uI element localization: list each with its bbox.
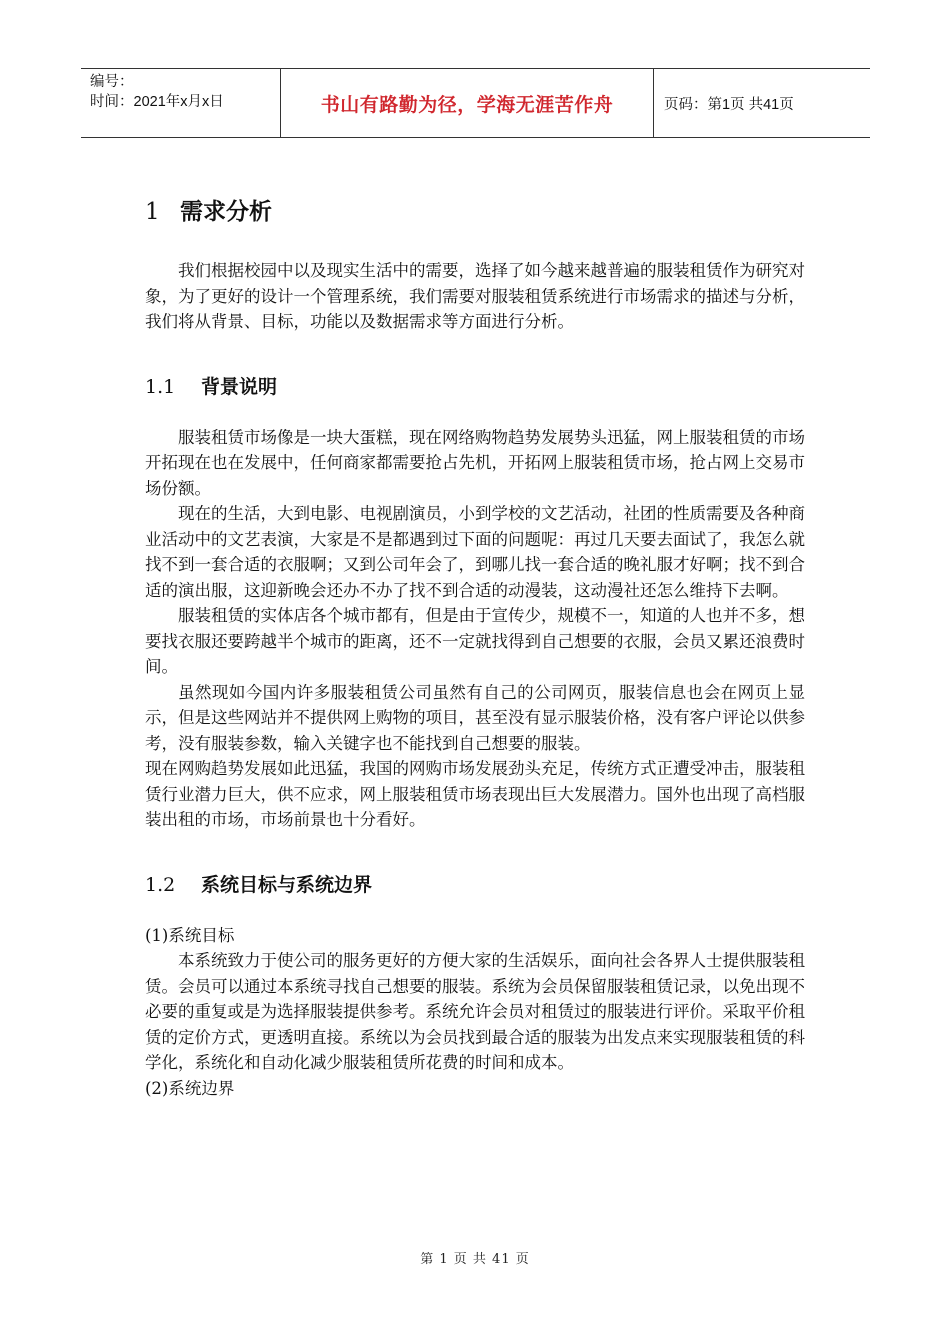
time-label: 时间：2021年x月x日 xyxy=(90,94,224,110)
header-motto: 书山有路勤为径，学海无涯苦作舟 xyxy=(281,69,654,137)
background-paragraph-2: 现在的生活，大到电影、电视剧演员，小到学校的文艺活动，社团的性质需要及各种商业活动中的文艺表演，大家是不是都遇到过下面的问题呢：再过几天要去面试了，我怎么就找不到一套合适的衣服啊；又到公司年会了，到哪儿找一套合适的晚礼服才好啊；找不到合适的演出服，这迎新晚会还办不办了找不到合适的动漫装，这动漫社还怎么维持下去啊。 xyxy=(145,504,805,600)
subsection-heading-goals xyxy=(145,867,805,903)
page-footer: 第 1 页 共 41 页 xyxy=(420,1252,530,1267)
background-paragraph-4: 虽然现如今国内许多服装租赁公司虽然有自己的公司网页，服装信息也会在网页上显示，但是这些网站并不提供网上购物的项目，甚至没有显示服装价格，没有客户评论以供参考，没有服装参数，输入关键字也不能找到自己想要的服装。 xyxy=(145,682,805,753)
background-paragraph-5: 现在网购趋势发展如此迅猛，我国的网购市场发展劲头充足，传统方式正遭受冲击，服装租赁行业潜力巨大，供不应求，网上服装租赁市场表现出巨大发展潜力。国外也出现了高档服装出租的市场，市场前景也十分看好。 xyxy=(145,759,805,829)
section-heading xyxy=(145,190,805,234)
number-label: 编号： xyxy=(90,74,134,90)
goals-label: (1)系统目标 xyxy=(145,925,235,945)
subsection-title: 背景说明 xyxy=(201,375,278,398)
section-title: 需求分析 xyxy=(180,199,272,225)
intro-paragraph: 我们根据校园中以及现实生活中的需要，选择了如今越来越普遍的服装租赁作为研究对象，为了更好的设计一个管理系统，我们需要对服装租赁系统进行市场需求的描述与分析，我们将从背景、目标，功能以及数据需求等方面进行分析。 xyxy=(145,261,805,331)
subsection-number: 1.1 xyxy=(145,375,176,398)
document-body xyxy=(145,190,805,1101)
subsection-number: 1.2 xyxy=(145,873,176,896)
background-paragraph-1: 服装租赁市场像是一块大蛋糕，现在网络购物趋势发展势头迅猛，网上服装租赁的市场开拓现在也在发展中，任何商家都需要抢占先机，开拓网上服装租赁市场，抢占网上交易市场份额。 xyxy=(145,427,805,498)
header-page-code: 页码：第1页 共41页 xyxy=(664,96,794,113)
subsection-heading-background xyxy=(145,369,805,405)
background-paragraph-3: 服装租赁的实体店各个城市都有，但是由于宣传少，规模不一，知道的人也并不多，想要找衣服还要跨越半个城市的距离，还不一定就找得到自己想要的衣服，会员又累还浪费时间。 xyxy=(145,606,805,676)
section-number: 1 xyxy=(145,199,160,225)
subsection-title: 系统目标与系统边界 xyxy=(201,873,373,896)
header-meta xyxy=(81,69,281,137)
boundary-label: (2)系统边界 xyxy=(145,1078,235,1098)
document-header xyxy=(81,68,870,138)
goals-paragraph: 本系统致力于使公司的服务更好的方便大家的生活娱乐，面向社会各界人士提供服装租赁。会员可以通过本系统寻找自己想要的服装。系统为会员保留服装租赁记录，以免出现不必要的重复或是为选择服装提供参考。系统允许会员对租赁过的服装进行评价。采取平价租赁的定价方式，更透明直接。系统以为会员找到最合适的服装为出发点来实现服装租赁的科学化，系统化和自动化减少服装租赁所花费的时间和成本。 xyxy=(145,951,805,1072)
